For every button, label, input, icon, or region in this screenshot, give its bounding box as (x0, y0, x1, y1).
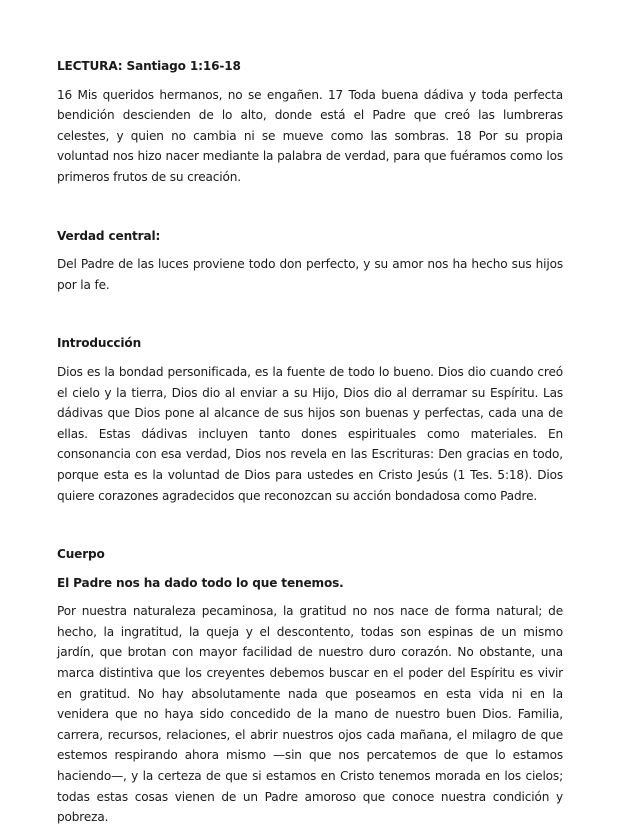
section-spacer (57, 506, 563, 544)
document-page (57, 56, 563, 828)
section-spacer (57, 295, 563, 333)
section-spacer (57, 188, 563, 226)
introduccion-text: Dios es la bondad personificada, es la fuente de todo lo bueno. Dios dio cuando creó el cielo y la tierra, Dios dio al enviar a su Hijo, Dios dio al derramar su Espíritu. Las dádivas que Dios pone al alcance de sus hijos son buenas y perfectas, cada una de ellas. Estas dádivas incluyen tanto dones espirituales como materiales. En consonancia con esa verdad, Dios nos revela en las Escrituras: Den gracias en todo, porque esta es la voluntad de Dios para ustedes en Cristo Jesús (1 Tes. 5:18). Dios quiere corazones agradecidos que reconozcan su acción bondadosa como Padre. (57, 364, 563, 503)
cuerpo-subheading: El Padre nos ha dado todo lo que tenemos. (57, 575, 344, 590)
verdad-central-text: Del Padre de las luces proviene todo don perfecto, y su amor nos ha hecho sus hijos por la fe. (57, 257, 563, 292)
cuerpo-heading: Cuerpo (57, 547, 105, 562)
verdad-central-heading: Verdad central: (57, 228, 161, 243)
introduccion-heading: Introducción (57, 336, 142, 351)
cuerpo-text: Por nuestra naturaleza pecaminosa, la gratitud no nos nace de forma natural; de hecho, la ingratitud, la queja y el descontento, todas son espinas de un mismo jardín, que brotan con mayor facilidad de nuestro duro corazón. No obstante, una marca distintiva que los creyentes debemos buscar en el poder del Espíritu es vivir en gratitud. No hay absolutamente nada que poseamos en esta vida ni en la venidera que no haya sido concedido de la mano de nuestro buen Dios. Familia, carrera, recursos, relaciones, el abrir nuestros ojos cada mañana, el milagro de que estemos respirando ahora mismo —sin que nos percatemos de que lo estamos haciendo—, y la certeza de que si estamos en Cristo tenemos morada en los cielos; todas estas cosas vienen de un Padre amoroso que conoce nuestra condición y pobreza. (57, 604, 563, 825)
lectura-text: 16 Mis queridos hermanos, no se engañen. 17 Toda buena dádiva y toda perfecta bendición descienden de lo alto, donde está el Padre que creó las lumbreras celestes, y quien no cambia ni se mueve como las sombras. 18 Por su propia voluntad nos hizo nacer mediante la palabra de verdad, para que fuéramos como los primeros frutos de su creación. (57, 87, 563, 184)
lectura-heading: LECTURA: Santiago 1:16-18 (57, 59, 241, 73)
